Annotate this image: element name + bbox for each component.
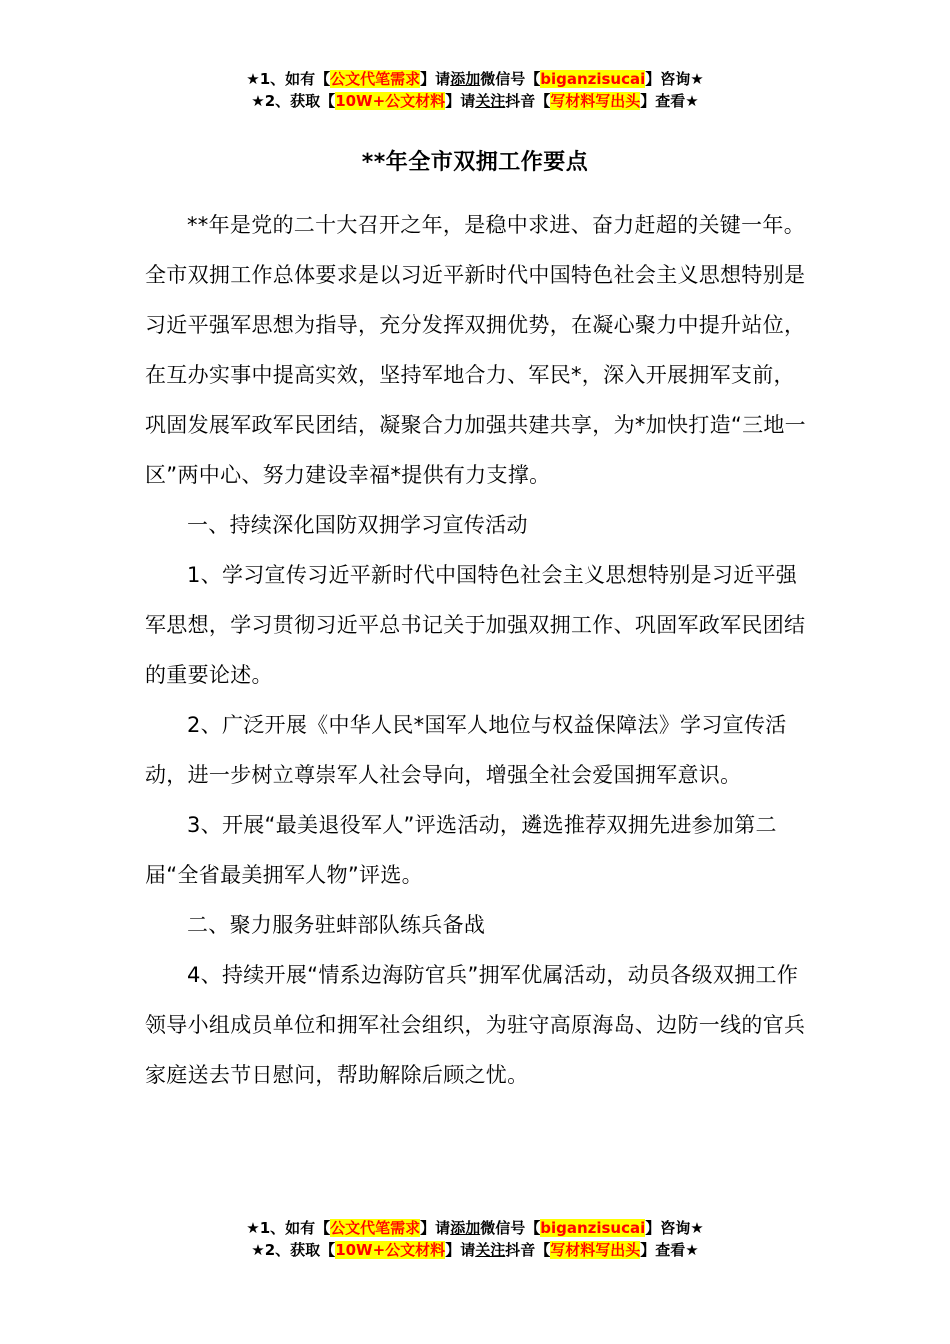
header-promo-banner (0, 68, 950, 112)
document-body (145, 200, 815, 1100)
promo-wechat-id: biganzisucai (540, 1219, 646, 1237)
item-paragraph-3: 3、开展“最美退役军人”评选活动，遴选推荐双拥先进参加第二届“全省最美拥军人物”评选。 (145, 813, 777, 887)
section-heading-2: 二、聚力服务驻蚌部队练兵备战 (187, 913, 486, 937)
promo-douyin-name: 写材料写出头 (550, 1241, 641, 1259)
document-title: **年全市双拥工作要点 (361, 150, 589, 175)
promo-text: 】咨询★ (645, 1219, 704, 1237)
promo-text: 抖音【 (505, 92, 551, 110)
item-paragraph-4: 4、持续开展“情系边海防官兵”拥军优属活动，动员各级双拥工作领导小组成员单位和拥军社会组织，为驻守高原海岛、边防一线的官兵家庭送去节日慰问，帮助解除后顾之忧。 (145, 963, 806, 1087)
promo-douyin-name: 写材料写出头 (550, 92, 641, 110)
intro-paragraph: **年是党的二十大召开之年，是稳中求进、奋力赶超的关键一年。全市双拥工作总体要求是以习近平新时代中国特色社会主义思想特别是习近平强军思想为指导，充分发挥双拥优势，在凝心聚力中提升站位，在互办实事中提高实效，坚持军地合力、军民*，深入开展拥军支前，巩固发展军政军民团结，凝聚合力加强共建共享，为*加快打造“三地一区”两中心、努力建设幸福*提供有力支撑。 (145, 213, 806, 487)
promo-line-2 (0, 90, 950, 112)
promo-text: ★2、获取【 (251, 92, 336, 110)
promo-highlight: 10W+公文材料 (335, 1241, 446, 1259)
promo-text: 】请 (420, 1219, 451, 1237)
promo-highlight: 公文代笔需求 (330, 1219, 421, 1237)
promo-text: 】查看★ (640, 92, 699, 110)
promo-line-1 (0, 68, 950, 90)
promo-text: 微信号【 (480, 70, 541, 88)
promo-text: 】查看★ (640, 1241, 699, 1259)
promo-emphasis: 添加 (450, 1219, 481, 1237)
item-paragraph-1: 1、学习宣传习近平新时代中国特色社会主义思想特别是习近平强军思想，学习贯彻习近平总书记关于加强双拥工作、巩固军政军民团结的重要论述。 (145, 563, 806, 687)
promo-line-2 (0, 1239, 950, 1261)
promo-emphasis: 关注 (475, 1241, 506, 1259)
promo-text: 】咨询★ (645, 70, 704, 88)
promo-highlight: 公文代笔需求 (330, 70, 421, 88)
promo-text: ★2、获取【 (251, 1241, 336, 1259)
promo-line-1 (0, 1217, 950, 1239)
promo-text: ★1、如有【 (246, 70, 331, 88)
promo-text: 】请 (445, 1241, 476, 1259)
promo-text: 】请 (420, 70, 451, 88)
section-heading-1: 一、持续深化国防双拥学习宣传活动 (187, 513, 528, 537)
promo-text: 微信号【 (480, 1219, 541, 1237)
promo-wechat-id: biganzisucai (540, 70, 646, 88)
footer-promo-banner (0, 1217, 950, 1261)
promo-text: 抖音【 (505, 1241, 551, 1259)
promo-emphasis: 关注 (475, 92, 506, 110)
promo-text: 】请 (445, 92, 476, 110)
item-paragraph-2: 2、广泛开展《中华人民*国军人地位与权益保障法》学习宣传活动，进一步树立尊崇军人社会导向，增强全社会爱国拥军意识。 (145, 713, 787, 787)
promo-text: ★1、如有【 (246, 1219, 331, 1237)
promo-emphasis: 添加 (450, 70, 481, 88)
promo-highlight: 10W+公文材料 (335, 92, 446, 110)
